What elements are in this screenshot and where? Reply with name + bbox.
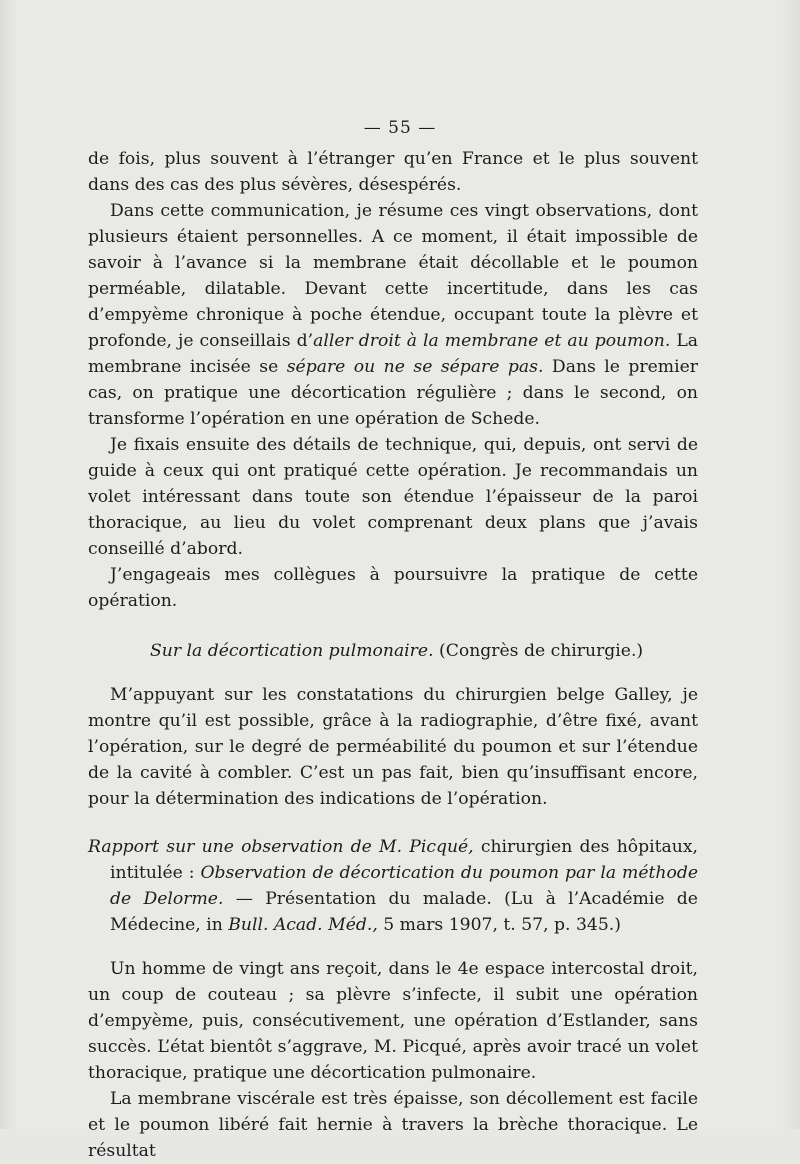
section-heading-rapport [88, 834, 698, 938]
section-heading-venue: (Congrès de chirurgie.) [433, 641, 644, 661]
emphasis-aller-droit: aller droit à la membrane et au poumon. [313, 331, 671, 351]
paragraph-technique: Je fixais ensuite des détails de technique, qui, depuis, ont servi de guide à ceux qui ont pratiqué cette opération. Je recommandais un volet intéressant dans toute son étendue l’épaisseur de la paroi thoracique, au lieu du volet comprenant deux plans que j’avais conseillé d’abord. [88, 435, 698, 559]
emphasis-separe: sépare ou ne se sépare pas. [286, 357, 544, 377]
paragraph-radiographie: M’appuyant sur les constatations du chirurgien belge Galley, je montre qu’il est possible, grâce à la radiographie, d’être fixé, avant l’opération, sur le degré de perméabilité du poumon et sur l’étendue de la cavité à combler. C’est un pas fait, bien qu’insuffisant encore, pour la détermination des indications de l’opération. [88, 685, 698, 809]
rapport-journal: Bull. Acad. Méd., [228, 915, 378, 935]
paragraph-communication-text-3: Dans le premier cas, on pratique une décortication régulière ; dans le second, on transforme l’opération en une opération de Schede. [88, 357, 698, 429]
paragraph-membrane: La membrane viscérale est très épaisse, son décollement est facile et le poumon libéré fait hernie à travers la brèche thoracique. Le résultat [88, 1089, 698, 1161]
paragraph-communication-text: Dans cette communication, je résume ces vingt observations, dont plusieurs étaient personnelles. A ce moment, il était impossible de savoir à l’avance si la membrane était décollable et le poumon perméable, dilatable. Devant cette incertitude, dans les cas d’empyème chronique à poche étendue, occupant toute la plèvre et profonde, je conseillais d’ [88, 201, 698, 351]
paragraph-continued: de fois, plus souvent à l’étranger qu’en France et le plus souvent dans des cas des plus sévères, désespérés. [88, 149, 698, 195]
rapport-title: Rapport sur une observation de M. Picqué, [88, 837, 474, 857]
rapport-text-2: — Présentation du malade. (Lu à l’Académie de Médecine, in [110, 889, 698, 935]
rapport-observation-title: Observation de décortication du poumon par la méthode de Delorme. [110, 863, 699, 909]
rapport-citation: 5 mars 1907, t. 57, p. 345.) [377, 915, 621, 935]
paragraph-case: Un homme de vingt ans reçoit, dans le 4e espace intercostal droit, un coup de couteau ; sa plèvre s’infecte, il subit une opération d’empyème, puis, consécutivement, une opération d’Estlander, sans succès. L’état bientôt s’aggrave, M. Picqué, après avoir tracé un volet thoracique, pratique une décortication pulmonaire. [88, 959, 698, 1083]
section-heading-title: Sur la décortication pulmonaire. [150, 641, 434, 661]
paragraph-communication-text-2: La membrane incisée se [88, 331, 698, 377]
body-text [88, 146, 698, 1164]
paragraph-collegues: J’engageais mes collègues à poursuivre la pratique de cette opération. [88, 565, 698, 611]
paragraph-communication [88, 198, 698, 432]
rapport-text: chirurgien des hôpitaux, intitulée : [110, 837, 698, 883]
section-heading-decortication [88, 638, 698, 664]
page-number: — 55 — [363, 118, 437, 138]
